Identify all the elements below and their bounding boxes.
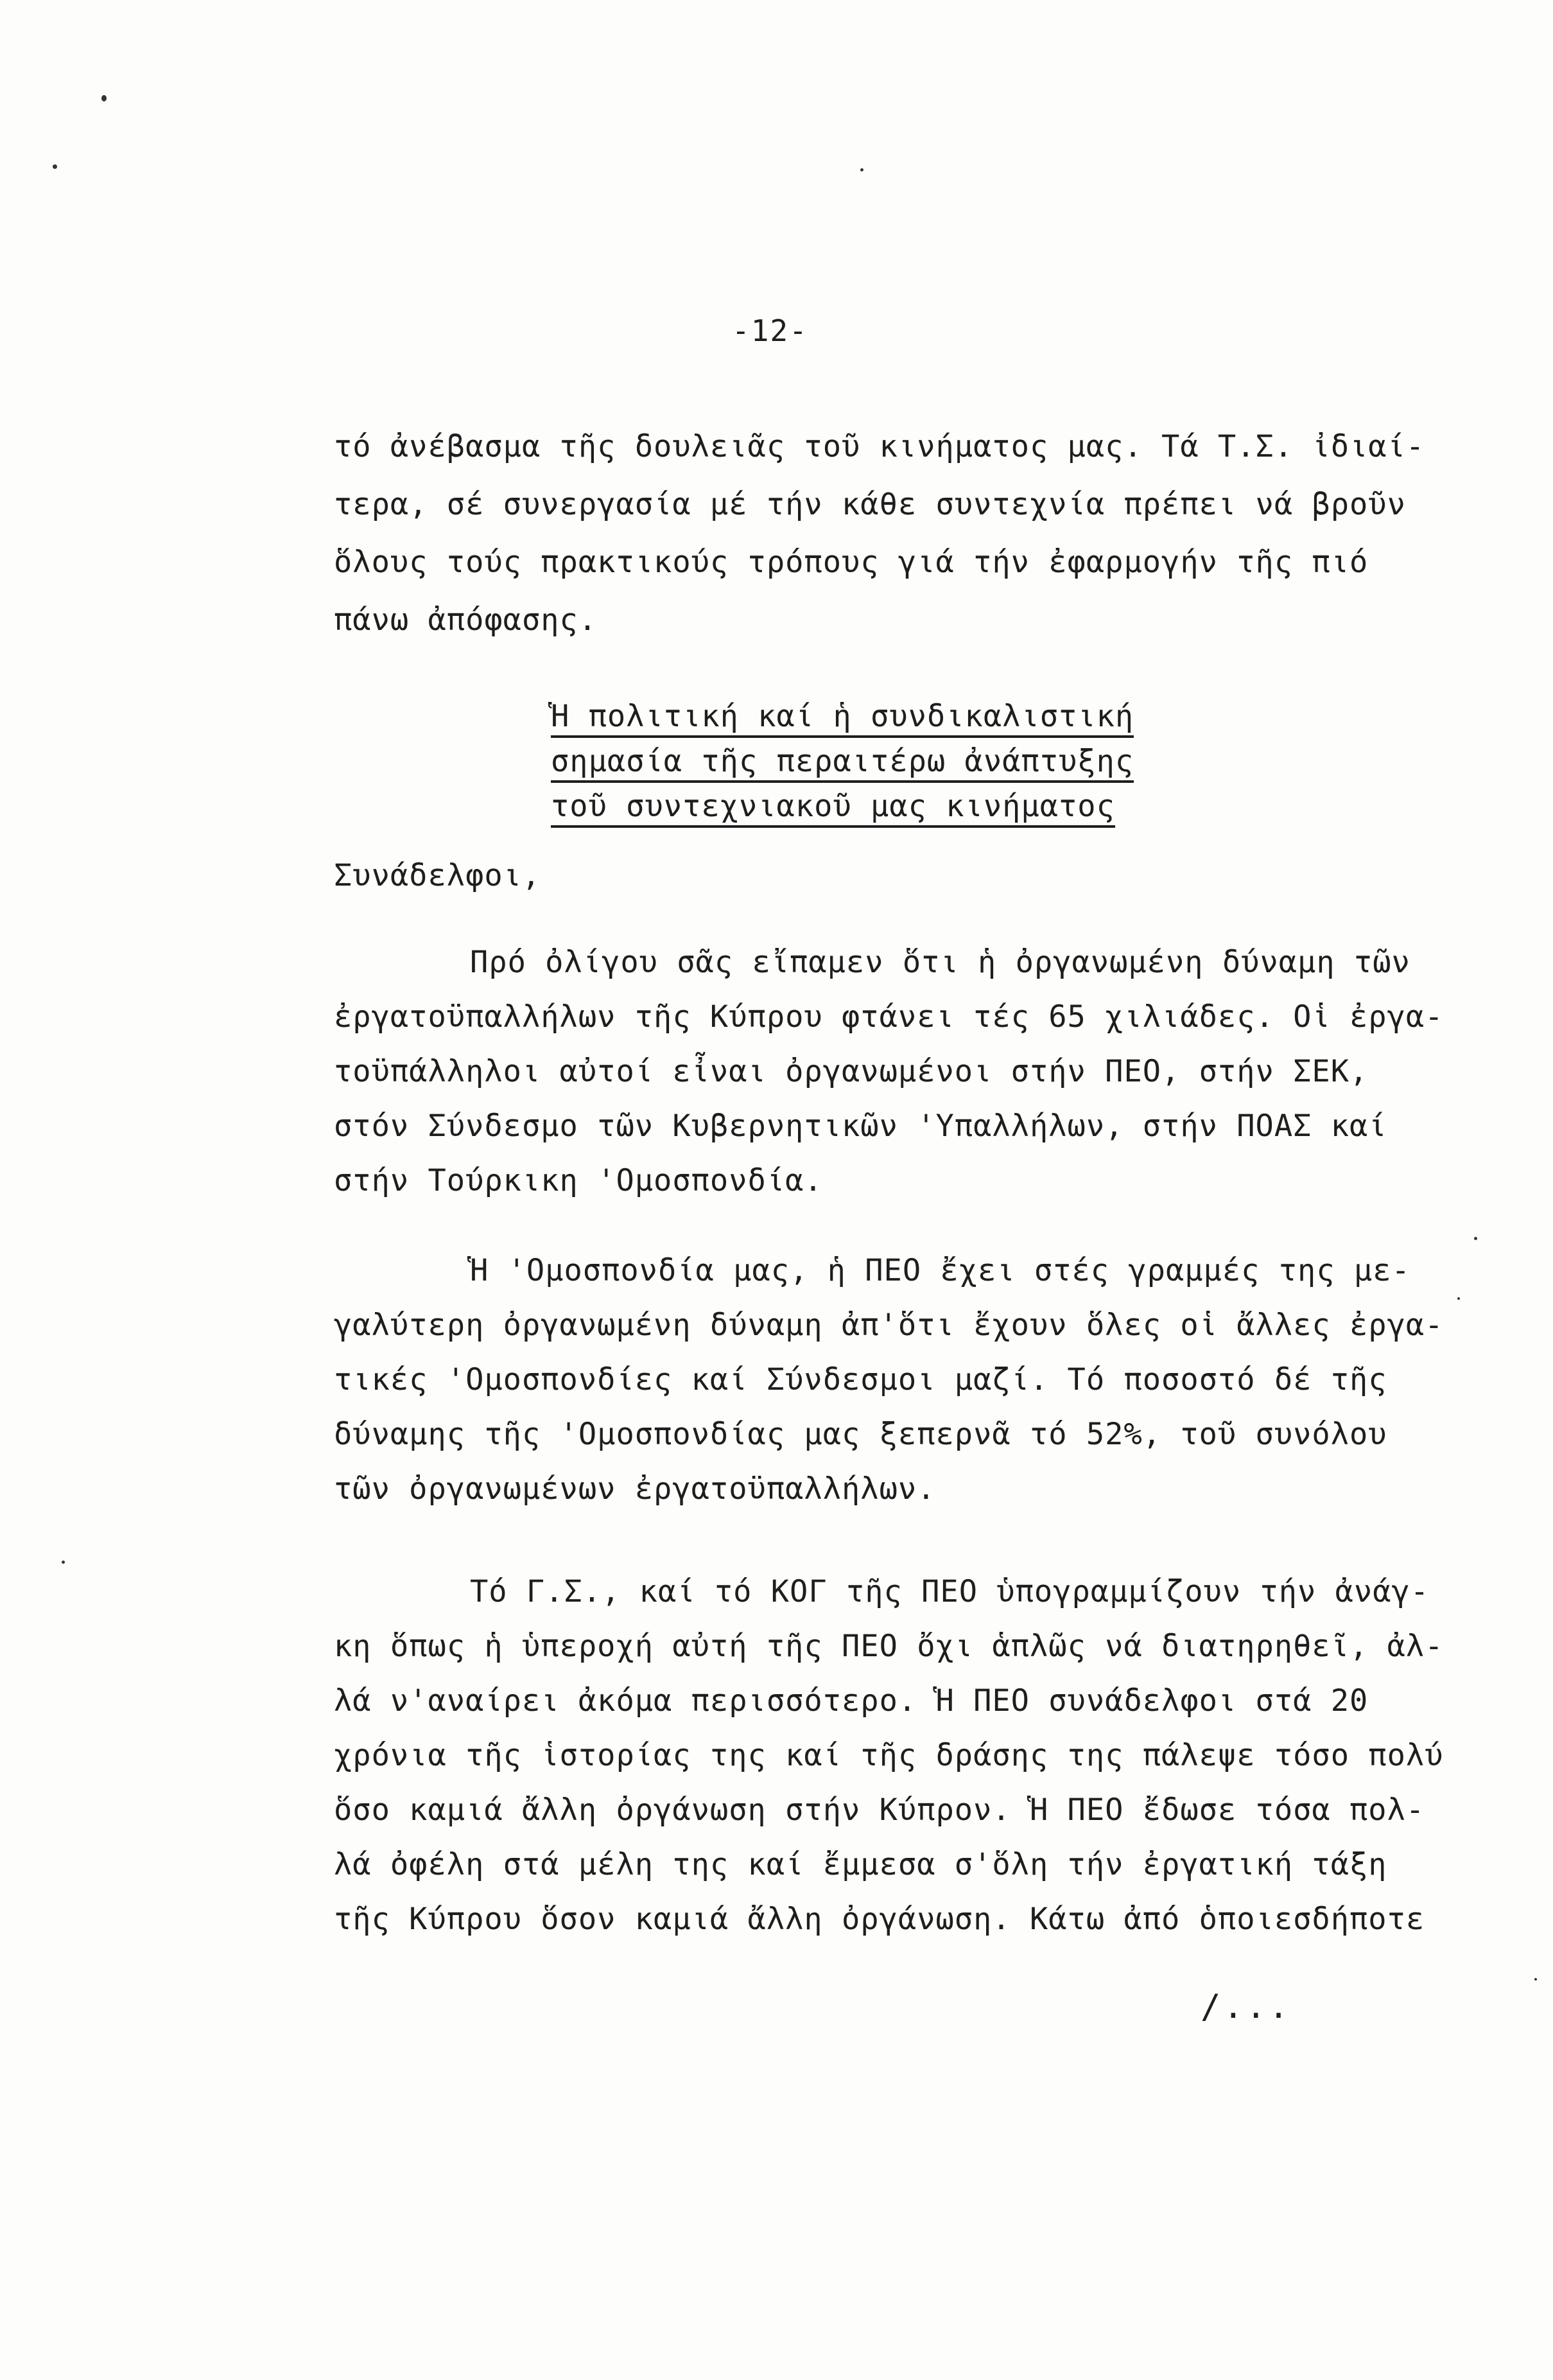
heading-line: σημασία τῆς περαιτέρω ἀνάπτυξης bbox=[551, 746, 1134, 783]
text-line: ἐργατοϋπαλλήλων τῆς Κύπρου φτάνει τές 65 χιλιάδες. Οἱ ἐργα- bbox=[334, 999, 1444, 1035]
text-line: τερα, σέ συνεργασία μέ τήν κάθε συντεχνία πρέπει νά βροῦν bbox=[334, 487, 1406, 522]
text-line: Πρό ὀλίγου σᾶς εἴπαμεν ὅτι ἡ ὀργανωμένη δύναμη τῶν bbox=[470, 945, 1410, 980]
text-line: τό ἀνέβασμα τῆς δουλειᾶς τοῦ κινήματος μας. Τά Τ.Σ. ἰδιαί- bbox=[334, 429, 1425, 464]
scan-speck bbox=[1534, 1978, 1537, 1981]
scan-speck bbox=[1457, 1297, 1460, 1300]
text-line: Τό Γ.Σ., καί τό ΚΟΓ τῆς ΠΕΟ ὑπογραμμίζουν τήν ἀνάγ- bbox=[470, 1574, 1430, 1609]
scan-speck bbox=[860, 168, 863, 171]
text-line: στήν Τούρκικη 'Ομοσπονδία. bbox=[334, 1163, 823, 1198]
continuation-mark: /... bbox=[1201, 1988, 1292, 2026]
text-line: τικές 'Ομοσπονδίες καί Σύνδεσμοι μαζί. Τό ποσοστό δέ τῆς bbox=[334, 1362, 1387, 1397]
scan-speck bbox=[101, 95, 107, 101]
scan-speck bbox=[62, 1561, 65, 1564]
scan-speck bbox=[1474, 1237, 1477, 1240]
salutation: Συνάδελφοι, bbox=[334, 858, 541, 893]
text-line: ὅλους τούς πρακτικούς τρόπους γιά τήν ἐφαρμογήν τῆς πιό bbox=[334, 545, 1369, 580]
text-line: τῶν ὀργανωμένων ἐργατοϋπαλλήλων. bbox=[334, 1471, 936, 1507]
text-line: τῆς Κύπρου ὅσον καμιά ἄλλη ὀργάνωση. Κάτω ἀπό ὁποιεσδήποτε bbox=[334, 1902, 1425, 1937]
text-line: γαλύτερη ὀργανωμένη δύναμη ἀπ'ὅτι ἔχουν ὅλες οἱ ἄλλες ἐργα- bbox=[334, 1308, 1444, 1343]
text-line: πάνω ἀπόφασης. bbox=[334, 602, 598, 638]
text-line: τοϋπάλληλοι αὐτοί εἶναι ὀργανωμένοι στήν ΠΕΟ, στήν ΣΕΚ, bbox=[334, 1054, 1369, 1089]
text-line: λά ν'αναίρει ἀκόμα περισσότερο. Ἡ ΠΕΟ συνάδελφοι στά 20 bbox=[334, 1683, 1369, 1719]
heading-line: Ἡ πολιτική καί ἡ συνδικαλιστική bbox=[551, 701, 1134, 738]
text-line: ὅσο καμιά ἄλλη ὀργάνωση στήν Κύπρον. Ἡ ΠΕΟ ἔδωσε τόσα πολ- bbox=[334, 1792, 1425, 1828]
text-line: δύναμης τῆς 'Ομοσπονδίας μας ξεπερνᾶ τό 52%, τοῦ συνόλου bbox=[334, 1417, 1387, 1452]
heading-line: τοῦ συντεχνιακοῦ μας κινήματος bbox=[551, 791, 1115, 828]
text-line: Ἡ 'Ομοσπονδία μας, ἡ ΠΕΟ ἔχει στές γραμμές της με- bbox=[470, 1253, 1410, 1288]
text-line: χρόνια τῆς ἱστορίας της καί τῆς δράσης της πάλεψε τόσο πολύ bbox=[334, 1738, 1444, 1773]
text-line: λά ὀφέλη στά μέλη της καί ἔμμεσα σ'ὅλη τήν ἐργατική τάξη bbox=[334, 1847, 1387, 1882]
scan-speck bbox=[53, 164, 57, 169]
page-number: -12- bbox=[732, 313, 808, 348]
text-line: στόν Σύνδεσμο τῶν Κυβερνητικῶν 'Υπαλλήλων, στήν ΠΟΑΣ καί bbox=[334, 1108, 1387, 1144]
text-line: κη ὅπως ἡ ὑπεροχή αὐτή τῆς ΠΕΟ ὄχι ἁπλῶς νά διατηρηθεῖ, ἀλ- bbox=[334, 1629, 1444, 1664]
